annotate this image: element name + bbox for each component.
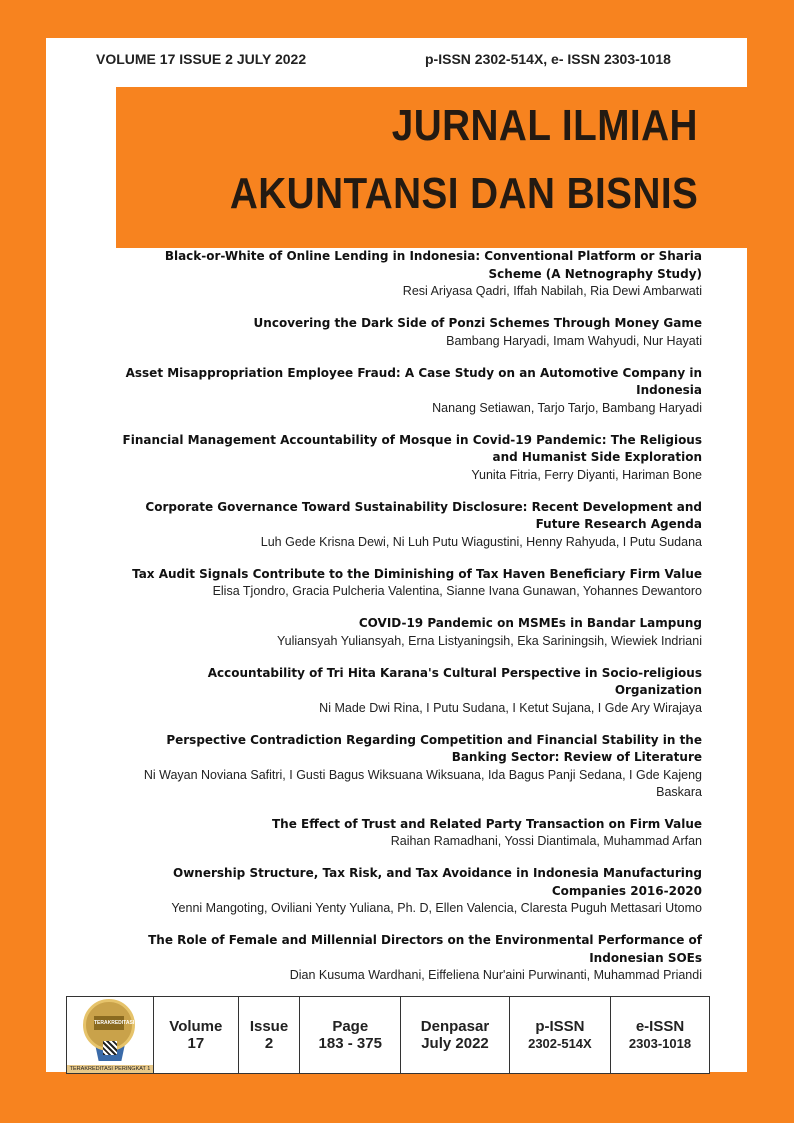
page-label: Page <box>332 1018 369 1035</box>
journal-title-line1: JURNAL ILMIAH <box>391 101 698 150</box>
accreditation-badge-icon <box>67 997 153 1073</box>
page-value: 183 - 375 <box>318 1035 382 1052</box>
article-item <box>120 566 702 601</box>
issn-line: p-ISSN 2302-514X, e- ISSN 2303-1018 <box>425 51 671 67</box>
eissn-value: 2303-1018 <box>628 1036 692 1051</box>
article-title: Accountability of Tri Hita Karana's Cultural Perspective in Socio-religious Organization <box>207 665 702 697</box>
article-item <box>120 615 702 650</box>
accreditation-badge-cell <box>67 997 154 1074</box>
article-authors: Raihan Ramadhani, Yossi Diantimala, Muhammad Arfan <box>390 834 702 848</box>
issue-info-table <box>66 996 710 1074</box>
article-list <box>120 248 702 999</box>
article-title: Asset Misappropriation Employee Fraud: A Case Study on an Automotive Company in Indonesia <box>125 365 702 397</box>
article-authors: Yuliansyah Yuliansyah, Erna Listyaningsih, Eka Sariningsih, Wiewiek Indriani <box>276 633 702 648</box>
article-item <box>120 816 702 851</box>
article-item <box>120 248 702 300</box>
place: Denpasar <box>420 1018 490 1035</box>
eissn-label: e-ISSN <box>635 1018 685 1035</box>
volume-cell <box>154 997 239 1074</box>
issue-label: Issue <box>249 1018 289 1035</box>
badge-caption: TERAKREDITASI PERINGKAT 1 <box>67 1065 153 1073</box>
article-title: Ownership Structure, Tax Risk, and Tax Avoidance in Indonesia Manufacturing Companies 2016-2020 <box>173 866 702 898</box>
journal-title-line2: AKUNTANSI DAN BISNIS <box>229 169 698 218</box>
article-item <box>120 865 702 917</box>
date: July 2022 <box>421 1035 489 1052</box>
qr-code-icon <box>103 1041 117 1055</box>
page-cell <box>300 997 401 1074</box>
article-item <box>120 665 702 717</box>
volume-label: Volume <box>169 1018 223 1035</box>
article-item <box>120 432 702 484</box>
pissn-label: p-ISSN <box>535 1018 585 1035</box>
badge-text: TERAKREDITASI <box>94 1016 124 1030</box>
volume-value: 17 <box>187 1035 205 1052</box>
article-authors: Resi Ariyasa Qadri, Iffah Nabilah, Ria Dewi Ambarwati <box>402 284 702 298</box>
article-authors: Nanang Setiawan, Tarjo Tarjo, Bambang Haryadi <box>432 400 702 415</box>
article-title: The Effect of Trust and Related Party Transaction on Firm Value <box>271 816 702 831</box>
pissn-cell <box>509 997 610 1074</box>
article-title: Uncovering the Dark Side of Ponzi Schemes Through Money Game <box>253 316 702 330</box>
article-title: Perspective Contradiction Regarding Competition and Financial Stability in the Banking Sector: Review of Literature <box>166 732 702 764</box>
article-authors: Dian Kusuma Wardhani, Eiffeliena Nur'aini Purwinanti, Muhammad Priandi <box>289 968 702 982</box>
article-title: The Role of Female and Millennial Directors on the Environmental Performance of Indonesian SOEs <box>148 933 702 965</box>
article-title: Tax Audit Signals Contribute to the Diminishing of Tax Haven Beneficiary Firm Value <box>132 566 702 581</box>
issue-value: 2 <box>264 1035 274 1052</box>
place-date-cell <box>401 997 510 1074</box>
cover-header <box>96 51 696 71</box>
article-item <box>120 365 702 417</box>
article-authors: Luh Gede Krisna Dewi, Ni Luh Putu Wiagustini, Henny Rahyuda, I Putu Sudana <box>260 534 702 549</box>
article-title: Corporate Governance Toward Sustainability Disclosure: Recent Development and Future Research Agenda <box>145 499 702 531</box>
article-authors: Yenni Mangoting, Oviliani Yenty Yuliana, Ph. D, Ellen Valencia, Claresta Puguh Mettasari Utomo <box>171 901 702 915</box>
eissn-cell <box>611 997 710 1074</box>
article-authors: Bambang Haryadi, Imam Wahyudi, Nur Hayati <box>446 333 702 348</box>
article-title: COVID-19 Pandemic on MSMEs in Bandar Lampung <box>358 616 702 630</box>
article-authors: Yunita Fitria, Ferry Diyanti, Hariman Bone <box>471 467 702 482</box>
article-authors: Elisa Tjondro, Gracia Pulcheria Valentina, Sianne Ivana Gunawan, Yohannes Dewantoro <box>212 584 702 598</box>
volume-line: VOLUME 17 ISSUE 2 JULY 2022 <box>96 51 307 67</box>
article-item <box>120 732 702 801</box>
article-title: Financial Management Accountability of Mosque in Covid-19 Pandemic: The Religious and Humanist Side Exploration <box>122 432 702 464</box>
journal-title-block <box>116 87 794 248</box>
issue-cell <box>238 997 300 1074</box>
article-authors: Ni Made Dwi Rina, I Putu Sudana, I Ketut Sujana, I Gde Ary Wirajaya <box>319 700 702 715</box>
pissn-value: 2302-514X <box>528 1036 592 1051</box>
article-title: Black-or-White of Online Lending in Indonesia: Conventional Platform or Sharia Scheme (A Netnography Study) <box>164 249 702 281</box>
article-authors: Ni Wayan Noviana Safitri, I Gusti Bagus Wiksuana Wiksuana, Ida Bagus Panji Sedana, I Gde Kajeng Baskara <box>143 767 702 799</box>
article-item <box>120 499 702 551</box>
article-item <box>120 315 702 350</box>
article-item <box>120 932 702 984</box>
